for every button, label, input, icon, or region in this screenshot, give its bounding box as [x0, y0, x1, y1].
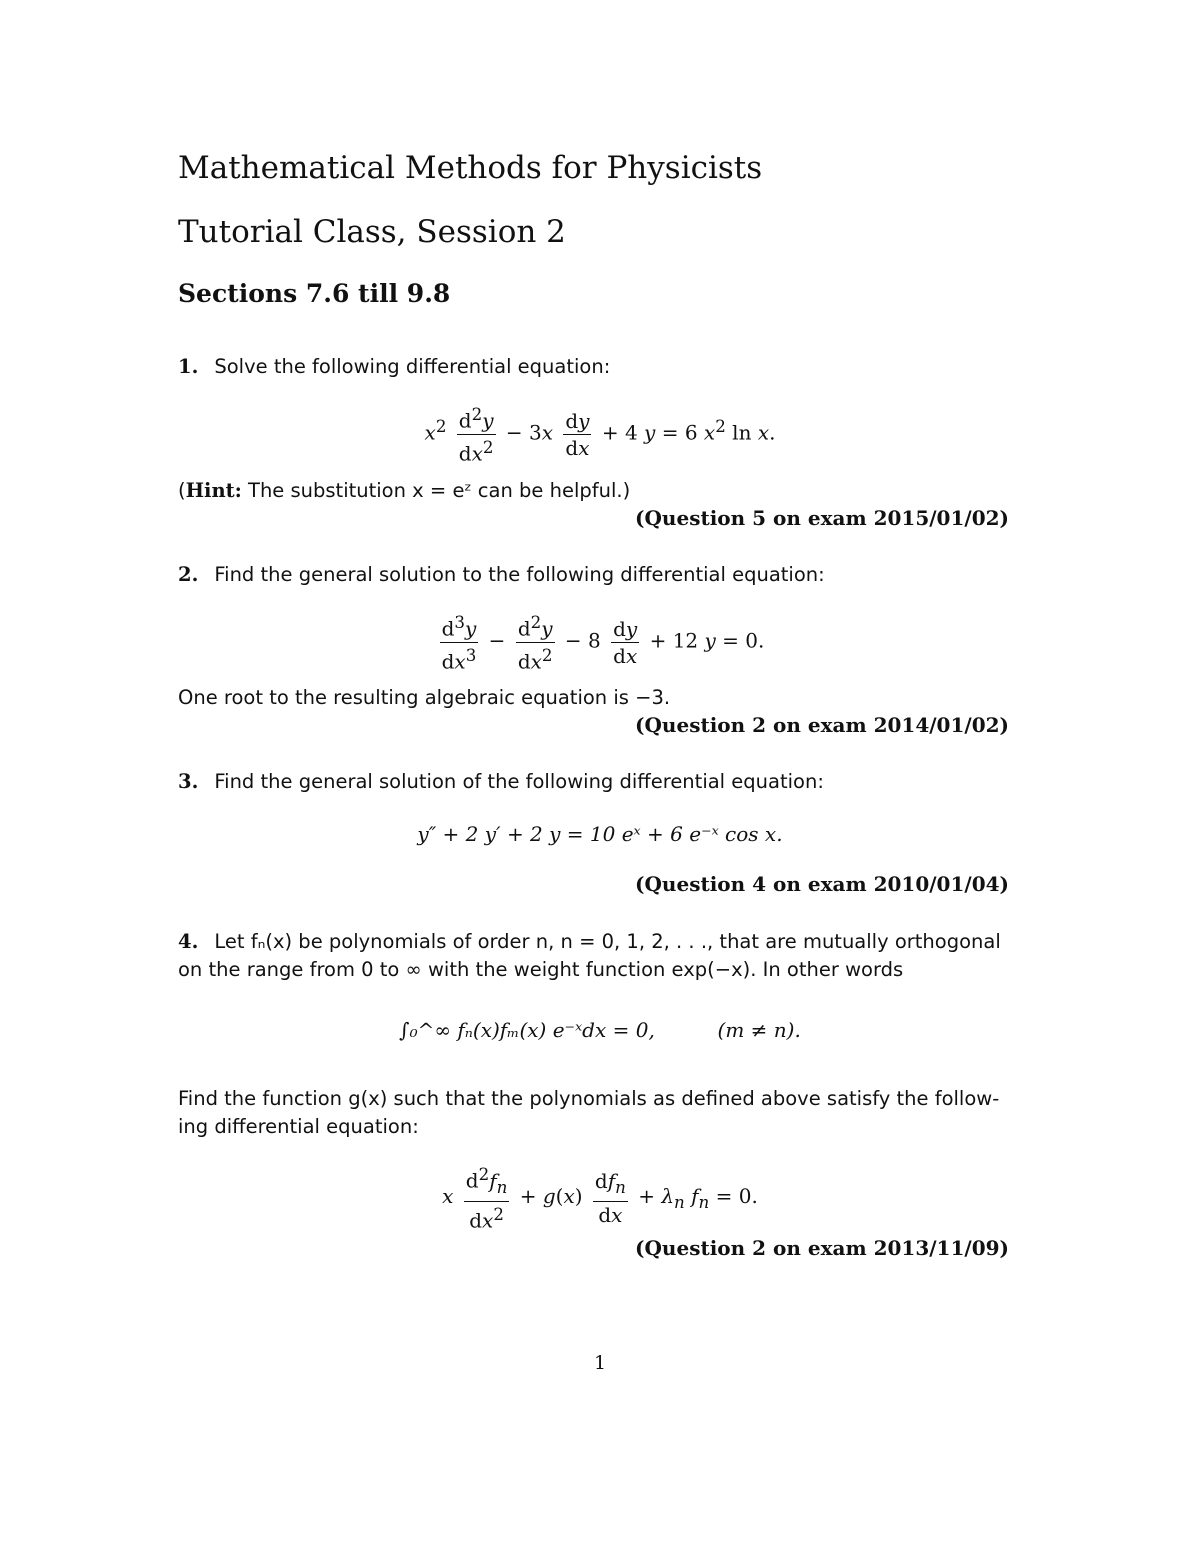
question-4-prompt — [178, 930, 1001, 953]
hint-text: The substitution x = eᶻ can be helpful. — [248, 479, 623, 502]
question-3-text: Find the general solution of the following differential equation: — [214, 770, 824, 793]
question-1-hint: (Hint: The substitution x = eᶻ can be helpful.) — [178, 479, 631, 502]
question-2-prompt — [178, 563, 825, 586]
question-4-number: 4. — [178, 930, 199, 953]
page-number: 1 — [593, 1352, 607, 1374]
question-3-prompt — [178, 770, 824, 793]
question-3-source: (Question 4 on exam 2010/01/04) — [635, 872, 1009, 896]
question-2-number: 2. — [178, 563, 199, 586]
question-2-text: Find the general solution to the following differential equation: — [214, 563, 825, 586]
question-1-number: 1. — [178, 355, 199, 378]
integral-condition: (m ≠ n). — [717, 1018, 801, 1042]
question-4-text-line-2: on the range from 0 to ∞ with the weight function exp(−x). In other words — [178, 958, 904, 981]
question-2-equation: $\frac{d^3y}{dx^3}$ − $\frac{d^2y}{dx^2}$ − 8 $\frac{dy}{dx}$ + 12 y = 0. — [0, 610, 1200, 674]
integral-expression: ∫₀^∞ fₙ(x)fₘ(x) e⁻ˣdx = 0, — [399, 1018, 655, 1042]
question-3-equation: y″ + 2 y′ + 2 y = 10 eˣ + 6 e⁻ˣ cos x. — [417, 822, 783, 846]
sections-heading: Sections 7.6 till 9.8 — [178, 279, 451, 308]
question-3-number: 3. — [178, 770, 199, 793]
question-2-note: One root to the resulting algebraic equation is −3. — [178, 686, 671, 709]
hint-label: Hint: — [185, 479, 242, 502]
document-title: Mathematical Methods for Physicists — [178, 150, 763, 186]
document-subtitle: Tutorial Class, Session 2 — [178, 214, 566, 250]
question-4-text-line-4: ing differential equation: — [178, 1115, 419, 1138]
question-1-prompt — [178, 355, 610, 378]
question-2-source: (Question 2 on exam 2014/01/02) — [635, 713, 1009, 737]
question-4-source: (Question 2 on exam 2013/11/09) — [635, 1236, 1009, 1260]
question-4-text-line-1: Let fₙ(x) be polynomials of order n, n = 0, 1, 2, . . ., that are mutually orthogonal — [214, 930, 1001, 953]
question-4-equation: x $\frac{d^2f_n}{dx^2}$ + g(x) $\frac{df_n}{dx}$ + $\lambda_n$ $f_n = 0$. — [0, 1162, 1200, 1233]
question-1-text: Solve the following differential equation: — [214, 355, 611, 378]
question-4-text-line-3: Find the function g(x) such that the polynomials as defined above satisfy the follow- — [178, 1087, 1000, 1110]
question-4-integral-equation — [0, 1018, 1200, 1042]
question-1-equation: $x^2$ $\frac{d^2y}{dx^2}$ − 3x $\frac{dy}{dx}$ + 4 y = 6 $x^2$ ln x. — [0, 402, 1200, 466]
question-1-source: (Question 5 on exam 2015/01/02) — [635, 506, 1009, 530]
